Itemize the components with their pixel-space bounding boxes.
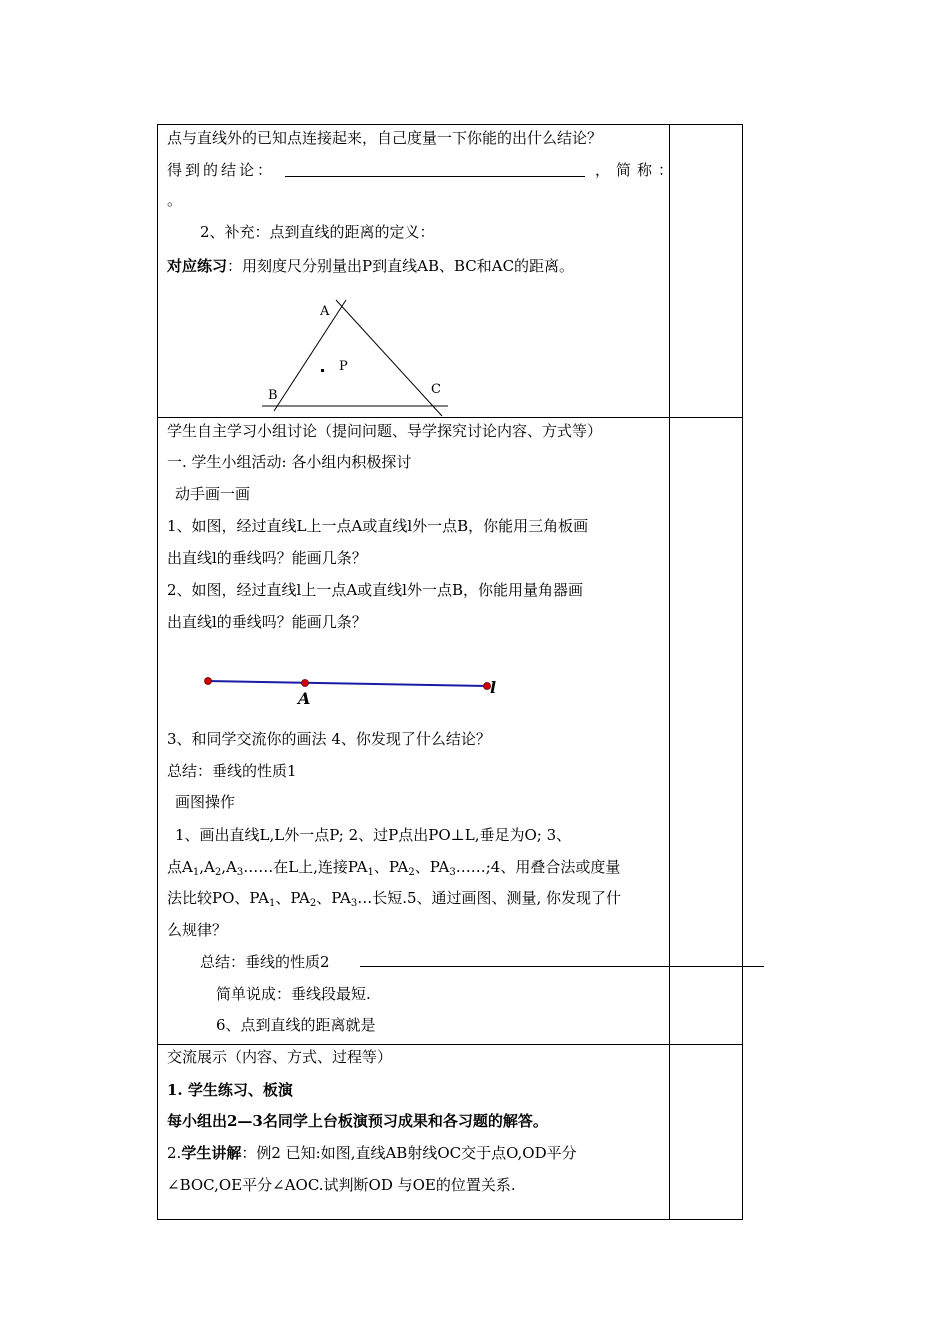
conclusion-label: 得到的结论： [167, 161, 276, 179]
triangle-label-c: C [431, 382, 441, 397]
point-a [302, 680, 309, 687]
property2-blank [360, 966, 764, 967]
operation-line2: 点$A_1,A_2,A_3\dots\dots$在L上,连接$PA_1$、$PA_2$、$PA_3\dots\dots;4$、用叠合法或度量 [167, 858, 621, 878]
student-explain-line1: 2.学生讲解：例2 已知:如图,直线AB射线OC交于点O,OD平分 [167, 1144, 577, 1162]
question1-line2: 出直线l的垂线吗？能画几条？ [167, 549, 367, 567]
line-l-left-endpoint [205, 678, 212, 685]
supplement-text: 2、补充：点到直线的距离的定义： [200, 223, 435, 241]
practice-board-title: 1. 学生练习、板演 [167, 1081, 293, 1099]
summary-property2: 总结：垂线的性质2 [200, 953, 330, 971]
operation-line1: 1、画出直线L,L外一点P; 2、过P点出PO⊥L,垂足为O; 3、 [175, 826, 572, 844]
draw-task: 动手画一画 [175, 485, 251, 503]
question1-line1: 1、如图，经过直线L上一点A或直线l外一点B，你能用三角板画 [167, 517, 589, 535]
section2-heading: 学生自主学习小组讨论（提问问题、导学探究讨论内容、方式等） [167, 422, 603, 440]
summary-property1: 总结：垂线的性质1 [167, 762, 297, 780]
practice-label: 对应练习 [167, 257, 228, 275]
triangle-label-a: A [320, 304, 330, 319]
line-label-a: A [298, 689, 311, 708]
group-board-detail: 每小组出2—3名同学上台板演预习成果和各习题的解答。 [167, 1112, 548, 1130]
section1-line3: 。 [167, 191, 183, 209]
triangle-label-b: B [268, 388, 278, 403]
line-l [208, 681, 487, 686]
question2-line1: 2、如图，经过直线l上一点A或直线l外一点B，你能用量角器画 [167, 581, 583, 599]
question3: 3、和同学交流你的画法 4、你发现了什么结论？ [167, 730, 491, 748]
section1-line1: 点与直线外的已知点连接起来，自己度量一下你能的出什么结论？ [167, 129, 603, 147]
line-label-l: l [490, 678, 497, 697]
operation-line4: 么规律？ [167, 921, 228, 939]
abbreviation-label: ，简称： [595, 161, 680, 179]
student-explain-label: 学生讲解 [181, 1144, 242, 1162]
section3-heading: 交流展示（内容、方式、过程等） [167, 1048, 393, 1066]
triangle-label-p: P [339, 359, 348, 374]
group-activity: 一. 学生小组活动: 各小组内积极探讨 [167, 453, 412, 471]
distance-definition: 6、点到直线的距离就是 [216, 1016, 376, 1034]
question2-line2: 出直线l的垂线吗？能画几条？ [167, 613, 367, 631]
drawing-operation: 画图操作 [175, 793, 236, 811]
simple-statement: 简单说成：垂线段最短. [216, 985, 371, 1003]
practice-text: ：用刻度尺分别量出P到直线AB、BC和AC的距离。 [227, 257, 575, 275]
operation-line3: 法比较PO、$PA_1$、$PA_2$、$PA_3\dots$长短.5、通过画图、测量, 你发现了什 [167, 889, 622, 909]
student-explain-line2: ∠BOC,OE平分∠AOC.试判断OD 与OE的位置关系. [167, 1176, 516, 1194]
